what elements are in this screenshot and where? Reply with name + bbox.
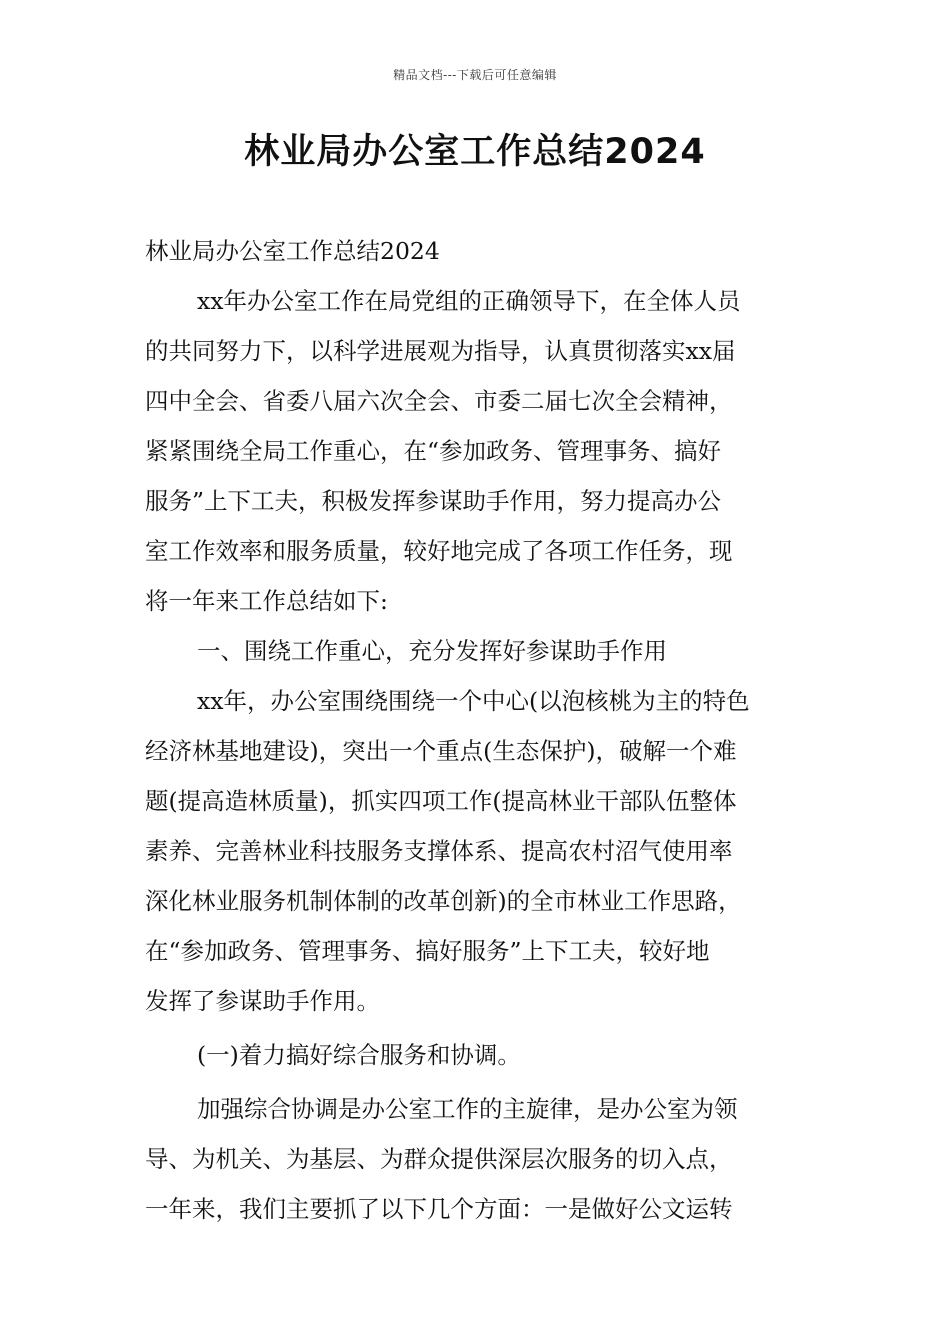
body-line: 在“参加政务、管理事务、搞好服务”上下工夫，较好地 [145, 937, 710, 965]
section-heading: 一、围绕工作重心，充分发挥好参谋助手作用 [197, 637, 667, 665]
body-line: 四中全会、省委八届六次全会、市委二届七次全会精神， [145, 387, 733, 415]
body-line: 紧紧围绕全局工作重心，在“参加政务、管理事务、搞好 [145, 437, 722, 465]
body-line: 的共同努力下，以科学进展观为指导，认真贯彻落实xx届 [145, 337, 736, 365]
body-line: 题(提高造林质量)，抓实四项工作(提高林业干部队伍整体 [145, 787, 737, 815]
body-line: 经济林基地建设)，突出一个重点(生态保护)，破解一个难 [145, 737, 737, 765]
subsection-heading: (一)着力搞好综合服务和协调。 [197, 1041, 521, 1069]
body-line-subtitle: 林业局办公室工作总结2024 [145, 237, 440, 265]
body-line: 发挥了参谋助手作用。 [145, 987, 380, 1015]
body-line: 素养、完善林业科技服务支撑体系、提高农村沼气使用率 [145, 837, 733, 865]
body-line: 加强综合协调是办公室工作的主旋律，是办公室为领 [197, 1095, 738, 1123]
document-body [145, 226, 809, 1234]
body-line: 导、为机关、为基层、为群众提供深层次服务的切入点， [145, 1145, 733, 1173]
body-line: 一年来，我们主要抓了以下几个方面：一是做好公文运转 [145, 1195, 733, 1223]
document-title: 林业局办公室工作总结2024 [244, 132, 706, 172]
body-line: 室工作效率和服务质量，较好地完成了各项工作任务，现 [145, 537, 733, 565]
body-line: xx年，办公室围绕围绕一个中心(以泡核桃为主的特色 [197, 687, 750, 715]
body-line: 深化林业服务机制体制的改革创新)的全市林业工作思路， [145, 887, 742, 915]
header-note: 精品文档---下载后可任意编辑 [393, 68, 557, 82]
body-line: xx年办公室工作在局党组的正确领导下，在全体人员 [197, 287, 741, 315]
body-line: 服务”上下工夫，积极发挥参谋助手作用，努力提高办公 [145, 487, 722, 515]
body-line: 将一年来工作总结如下: [145, 587, 388, 615]
